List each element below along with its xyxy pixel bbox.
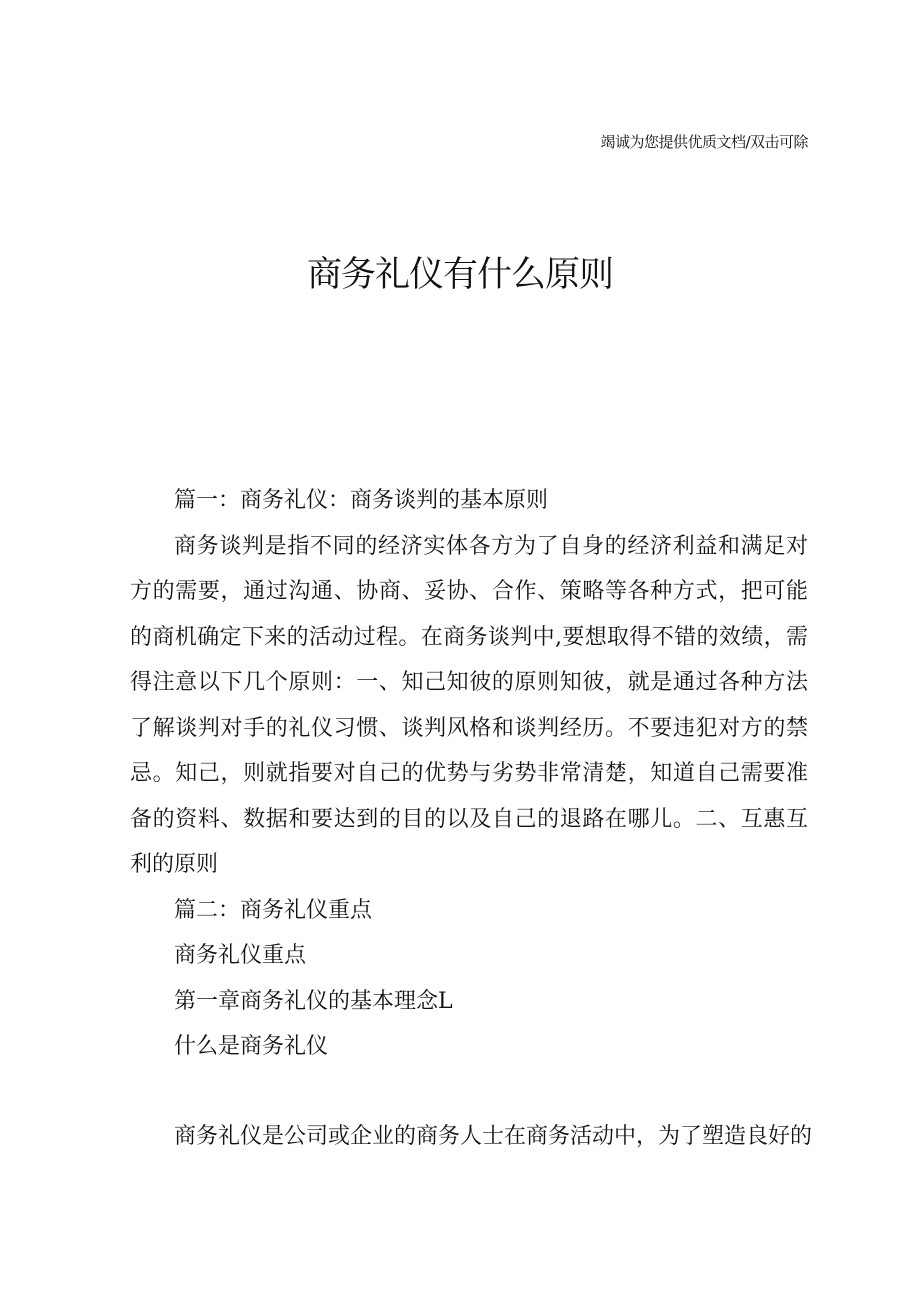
definition-paragraph: 商务礼仪是公司或企业的商务人士在商务活动中，为了塑造良好的 — [174, 1123, 813, 1149]
document-title: 商务礼仪有什么原则 — [306, 255, 613, 295]
part1-heading: 篇一：商务礼仪：商务谈判的基本原则 — [174, 488, 549, 513]
part1-body-paragraph: 商务谈判是指不同的经济实体各方为了自身的经济利益和满足对方的需要，通过沟通、协商、妥协、合作、策略等各种方式，把可能的商机确定下来的活动过程。在商务谈判中,要想取得不错的效绩，需得注意以下几个原则：一、知己知彼的原则知彼，就是通过各种方法了解谈判对手的礼仪习惯、谈判风格和谈判经历。不要违犯对方的禁忌。知己，则就指要对自己的优势与劣势非常清楚，知道自己需要准备的资料、数据和要达到的目的以及自己的退路在哪儿。二、互惠互利的原则 — [130, 533, 808, 877]
header-note: 竭诚为您提供优质文档/双击可除 — [600, 133, 808, 151]
question-heading: 什么是商务礼仪 — [174, 1034, 329, 1059]
part2-heading: 篇二：商务礼仪重点 — [174, 897, 373, 923]
chapter1-heading: 第一章商务礼仪的基本理念L — [174, 988, 453, 1014]
document-body — [130, 478, 813, 1159]
part2-subheading: 商务礼仪重点 — [174, 943, 307, 968]
paragraph-spacer — [130, 1070, 808, 1114]
